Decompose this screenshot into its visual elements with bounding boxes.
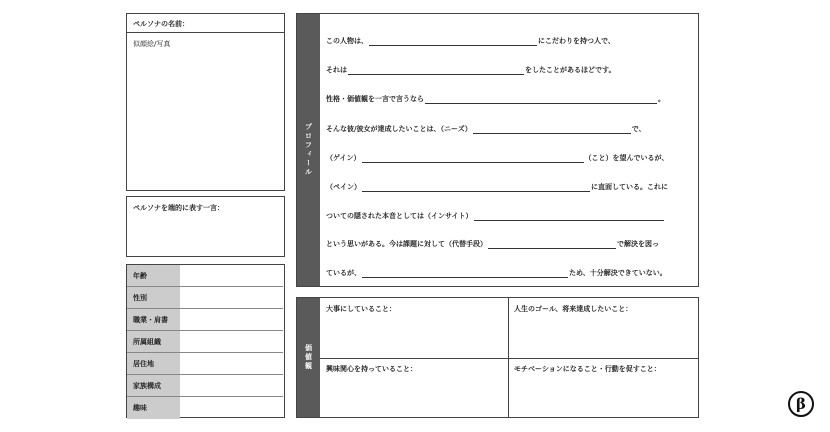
table-row <box>127 265 283 287</box>
profile-text: それは <box>326 66 347 74</box>
profile-text: （こと）を望んでいるが、 <box>584 154 669 162</box>
blank-field[interactable] <box>362 182 590 192</box>
blank-field[interactable] <box>474 211 664 221</box>
table-row <box>127 287 283 309</box>
blank-field[interactable] <box>425 94 657 104</box>
values-section <box>296 297 699 418</box>
portrait-label: 似顔絵/写真 <box>133 40 171 48</box>
profile-line-2 <box>326 63 615 75</box>
values-q4-label: モチベーションになること・行動を促すこと： <box>514 365 661 373</box>
attr-occupation-label: 職業・肩書 <box>127 309 180 330</box>
values-tab-label: 価値観 <box>304 344 313 371</box>
profile-text: 性格・価値観を一言で言うなら <box>326 95 424 103</box>
brand-logo <box>788 391 814 417</box>
profile-text: にこだわりを持つ人で、 <box>538 37 615 45</box>
blank-field[interactable] <box>473 124 631 134</box>
profile-text: ついての隠された本音としては（インサイト） <box>326 212 473 220</box>
table-row <box>127 397 283 419</box>
profile-line-7 <box>326 209 665 221</box>
profile-text: 。 <box>658 95 665 103</box>
values-q3-label: 興味関心を持っていること： <box>326 365 417 373</box>
profile-text: （ゲイン） <box>326 154 361 162</box>
attr-family-label: 家族構成 <box>127 375 180 396</box>
blank-field[interactable] <box>362 153 584 163</box>
profile-line-3 <box>326 92 665 104</box>
blank-field[interactable] <box>488 239 616 249</box>
attr-hobby-label: 趣味 <box>127 397 180 419</box>
table-row <box>127 375 283 397</box>
persona-name-box <box>126 13 285 191</box>
profile-line-9 <box>326 266 667 278</box>
logo-glyph: β <box>796 395 806 413</box>
profile-text: をしたことがあるほどです。 <box>525 66 616 74</box>
profile-line-4 <box>326 122 646 134</box>
attr-organization-label: 所属組織 <box>127 331 180 352</box>
profile-line-1 <box>326 34 615 46</box>
attr-residence-label: 居住地 <box>127 353 180 374</box>
attributes-table <box>126 264 285 418</box>
persona-oneword-box <box>126 196 285 257</box>
table-row <box>127 353 283 375</box>
profile-text: という思いがある。今は課題に対して（代替手段） <box>326 240 487 248</box>
attr-gender-label: 性別 <box>127 287 180 308</box>
profile-line-6 <box>326 180 668 192</box>
values-q1-label: 大事にしていること： <box>326 305 396 313</box>
persona-oneword-label: ペルソナを端的に表す一言： <box>133 204 224 212</box>
blank-field[interactable] <box>362 268 568 278</box>
values-tab <box>297 298 320 417</box>
table-row <box>127 309 283 331</box>
divider <box>320 358 698 359</box>
profile-text: （ペイン） <box>326 183 361 191</box>
blank-field[interactable] <box>348 65 524 75</box>
profile-text: に直面している。これに <box>591 183 668 191</box>
values-q2-label: 人生のゴール、将来達成したいこと： <box>514 305 633 313</box>
profile-text: ため、十分解決できていない。 <box>569 269 667 277</box>
profile-text: そんな彼/彼女が達成したいことは、（ニーズ） <box>326 125 472 133</box>
persona-name-label: ペルソナの名前： <box>133 20 189 28</box>
blank-field[interactable] <box>369 36 537 46</box>
profile-tab <box>297 14 320 286</box>
profile-line-8 <box>326 237 659 249</box>
table-row <box>127 331 283 353</box>
profile-line-5 <box>326 151 669 163</box>
profile-text: この人物は、 <box>326 37 368 45</box>
profile-text: ているが、 <box>326 269 361 277</box>
profile-text: で、 <box>631 125 646 133</box>
attr-age-label: 年齢 <box>127 265 180 286</box>
profile-tab-label: プロフィール <box>304 123 313 177</box>
divider <box>127 32 284 33</box>
profile-text: で解決を図っ <box>617 240 659 248</box>
